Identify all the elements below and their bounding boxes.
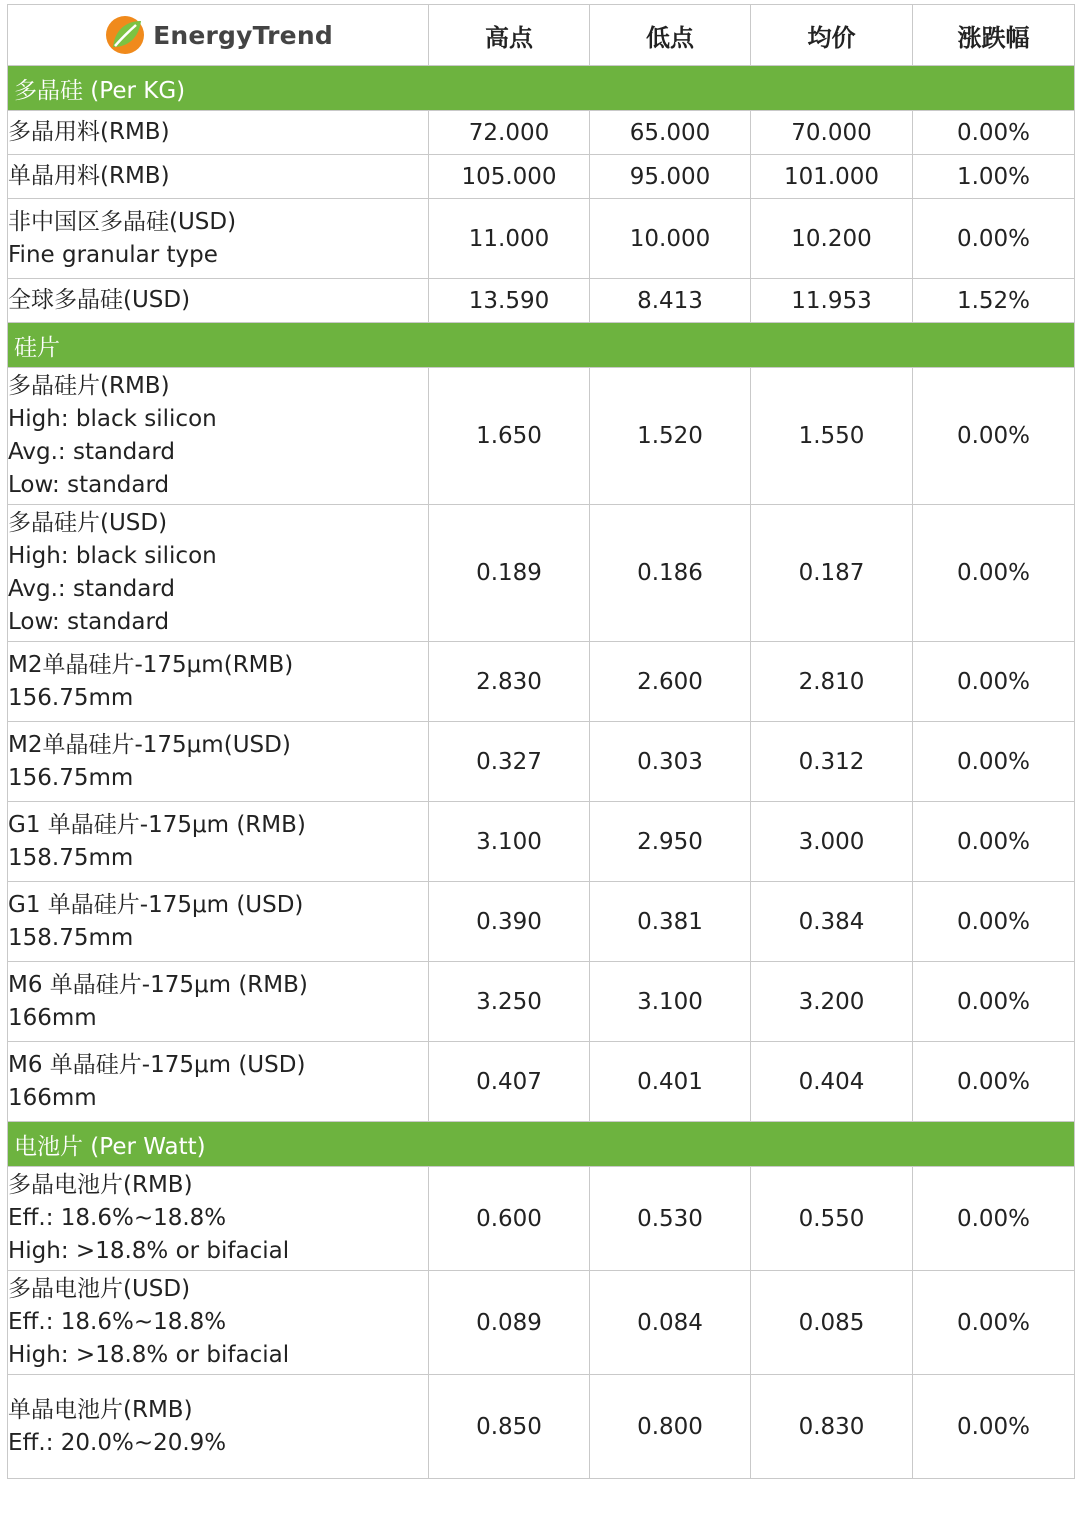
price-change-cell: 0.00% <box>913 962 1075 1042</box>
product-name-line: Eff.: 18.6%~18.8% <box>8 1309 227 1335</box>
price-change-cell: 0.00% <box>913 505 1075 642</box>
col-header-low: 低点 <box>590 5 751 66</box>
price-low-cell: 95.000 <box>590 155 751 199</box>
price-change-cell: 0.00% <box>913 199 1075 279</box>
table-row <box>8 962 1075 1042</box>
price-avg-cell: 3.200 <box>751 962 913 1042</box>
logo-cell <box>8 5 429 66</box>
price-avg-cell: 0.384 <box>751 882 913 962</box>
price-avg-cell: 70.000 <box>751 111 913 155</box>
price-high-cell: 0.327 <box>429 722 590 802</box>
energytrend-logo-icon <box>103 13 147 57</box>
table-row <box>8 642 1075 722</box>
price-low-cell: 2.600 <box>590 642 751 722</box>
price-high-cell: 0.089 <box>429 1271 590 1375</box>
col-header-avg: 均价 <box>751 5 913 66</box>
price-low-cell: 0.084 <box>590 1271 751 1375</box>
product-name-line: 非中国区多晶硅(USD) <box>8 208 237 235</box>
price-avg-cell: 0.404 <box>751 1042 913 1122</box>
table-row <box>8 1271 1075 1375</box>
price-avg-cell: 3.000 <box>751 802 913 882</box>
product-name-cell <box>8 368 429 505</box>
price-high-cell: 72.000 <box>429 111 590 155</box>
product-name-line: 158.75mm <box>8 924 134 951</box>
price-high-cell: 3.100 <box>429 802 590 882</box>
price-change-cell: 0.00% <box>913 642 1075 722</box>
table-row <box>8 882 1075 962</box>
price-low-cell: 10.000 <box>590 199 751 279</box>
product-name-cell <box>8 882 429 962</box>
table-body <box>8 66 1075 1479</box>
price-change-cell: 0.00% <box>913 1167 1075 1271</box>
price-high-cell: 0.600 <box>429 1167 590 1271</box>
price-avg-cell: 10.200 <box>751 199 913 279</box>
product-name-cell <box>8 802 429 882</box>
price-avg-cell: 0.187 <box>751 505 913 642</box>
product-name-cell <box>8 1271 429 1375</box>
price-change-cell: 0.00% <box>913 368 1075 505</box>
product-name-line: Avg.: standard <box>8 576 175 602</box>
price-low-cell: 65.000 <box>590 111 751 155</box>
price-table <box>7 4 1075 1479</box>
price-change-cell: 0.00% <box>913 1375 1075 1479</box>
product-name-line: M6 单晶硅片-175μm (USD) <box>8 1051 306 1078</box>
price-avg-cell: 2.810 <box>751 642 913 722</box>
price-avg-cell: 0.830 <box>751 1375 913 1479</box>
product-name-line: 156.75mm <box>8 764 134 791</box>
col-header-high: 高点 <box>429 5 590 66</box>
product-name-line: 166mm <box>8 1084 97 1111</box>
table-row <box>8 802 1075 882</box>
product-name-line: Low: standard <box>8 472 170 498</box>
table-row <box>8 1375 1075 1479</box>
price-change-cell: 0.00% <box>913 111 1075 155</box>
price-low-cell: 1.520 <box>590 368 751 505</box>
product-name-line: M2单晶硅片-175μm(USD) <box>8 731 291 758</box>
table-row <box>8 722 1075 802</box>
table-row <box>8 155 1075 199</box>
product-name-line: Fine granular type <box>8 241 218 268</box>
price-low-cell: 0.303 <box>590 722 751 802</box>
product-name-line: High: black silicon <box>8 543 217 569</box>
price-high-cell: 105.000 <box>429 155 590 199</box>
price-low-cell: 0.800 <box>590 1375 751 1479</box>
price-high-cell: 13.590 <box>429 279 590 323</box>
price-high-cell: 1.650 <box>429 368 590 505</box>
product-name-cell <box>8 962 429 1042</box>
section-header-row <box>8 66 1075 111</box>
price-avg-cell: 0.550 <box>751 1167 913 1271</box>
price-change-cell: 0.00% <box>913 1042 1075 1122</box>
price-avg-cell: 101.000 <box>751 155 913 199</box>
price-high-cell: 3.250 <box>429 962 590 1042</box>
price-high-cell: 2.830 <box>429 642 590 722</box>
price-avg-cell: 11.953 <box>751 279 913 323</box>
price-low-cell: 0.381 <box>590 882 751 962</box>
product-name-line: 多晶电池片(RMB) <box>8 1172 193 1198</box>
table-row <box>8 111 1075 155</box>
product-name-line: 全球多晶硅(USD) <box>8 287 191 313</box>
product-name-line: 单晶用料(RMB) <box>8 163 170 189</box>
price-change-cell: 0.00% <box>913 882 1075 962</box>
section-title: 硅片 <box>8 323 1075 368</box>
product-name-line: 156.75mm <box>8 684 134 711</box>
product-name-line: 多晶用料(RMB) <box>8 119 170 145</box>
product-name-cell <box>8 1042 429 1122</box>
product-name-cell <box>8 642 429 722</box>
product-name-cell <box>8 155 429 199</box>
price-change-cell: 0.00% <box>913 802 1075 882</box>
section-title: 多晶硅 (Per KG) <box>8 66 1075 111</box>
product-name-cell <box>8 1167 429 1271</box>
price-sheet <box>7 4 1074 1479</box>
price-change-cell: 1.52% <box>913 279 1075 323</box>
table-row <box>8 199 1075 279</box>
product-name-line: 多晶硅片(USD) <box>8 510 168 536</box>
product-name-line: G1 单晶硅片-175μm (RMB) <box>8 811 306 838</box>
price-avg-cell: 0.085 <box>751 1271 913 1375</box>
price-high-cell: 0.407 <box>429 1042 590 1122</box>
price-low-cell: 0.401 <box>590 1042 751 1122</box>
product-name-line: M2单晶硅片-175μm(RMB) <box>8 651 294 678</box>
price-low-cell: 3.100 <box>590 962 751 1042</box>
section-header-row <box>8 1122 1075 1167</box>
product-name-cell <box>8 722 429 802</box>
product-name-line: 多晶硅片(RMB) <box>8 373 170 399</box>
price-high-cell: 0.390 <box>429 882 590 962</box>
price-change-cell: 1.00% <box>913 155 1075 199</box>
table-row <box>8 279 1075 323</box>
product-name-cell <box>8 199 429 279</box>
product-name-line: G1 单晶硅片-175μm (USD) <box>8 891 304 918</box>
price-high-cell: 0.189 <box>429 505 590 642</box>
col-header-change: 涨跌幅 <box>913 5 1075 66</box>
product-name-line: Avg.: standard <box>8 439 175 465</box>
price-high-cell: 11.000 <box>429 199 590 279</box>
table-row <box>8 368 1075 505</box>
price-high-cell: 0.850 <box>429 1375 590 1479</box>
product-name-line: High: black silicon <box>8 406 217 432</box>
logo-text: EnergyTrend <box>153 20 333 50</box>
section-title: 电池片 (Per Watt) <box>8 1122 1075 1167</box>
price-low-cell: 8.413 <box>590 279 751 323</box>
table-row <box>8 1167 1075 1271</box>
product-name-line: 单晶电池片(RMB) <box>8 1396 193 1423</box>
price-avg-cell: 0.312 <box>751 722 913 802</box>
price-change-cell: 0.00% <box>913 1271 1075 1375</box>
product-name-cell <box>8 279 429 323</box>
table-row <box>8 1042 1075 1122</box>
product-name-line: Low: standard <box>8 609 170 635</box>
product-name-line: Eff.: 20.0%~20.9% <box>8 1429 227 1456</box>
product-name-line: 158.75mm <box>8 844 134 871</box>
product-name-line: 166mm <box>8 1004 97 1031</box>
product-name-line: 多晶电池片(USD) <box>8 1276 191 1302</box>
price-low-cell: 2.950 <box>590 802 751 882</box>
product-name-cell <box>8 111 429 155</box>
product-name-cell <box>8 1375 429 1479</box>
header-row <box>8 5 1075 66</box>
product-name-line: High: >18.8% or bifacial <box>8 1342 290 1368</box>
product-name-line: High: >18.8% or bifacial <box>8 1238 290 1264</box>
product-name-cell <box>8 505 429 642</box>
price-low-cell: 0.530 <box>590 1167 751 1271</box>
product-name-line: Eff.: 18.6%~18.8% <box>8 1205 227 1231</box>
price-low-cell: 0.186 <box>590 505 751 642</box>
price-change-cell: 0.00% <box>913 722 1075 802</box>
price-avg-cell: 1.550 <box>751 368 913 505</box>
product-name-line: M6 单晶硅片-175μm (RMB) <box>8 971 308 998</box>
table-row <box>8 505 1075 642</box>
section-header-row <box>8 323 1075 368</box>
